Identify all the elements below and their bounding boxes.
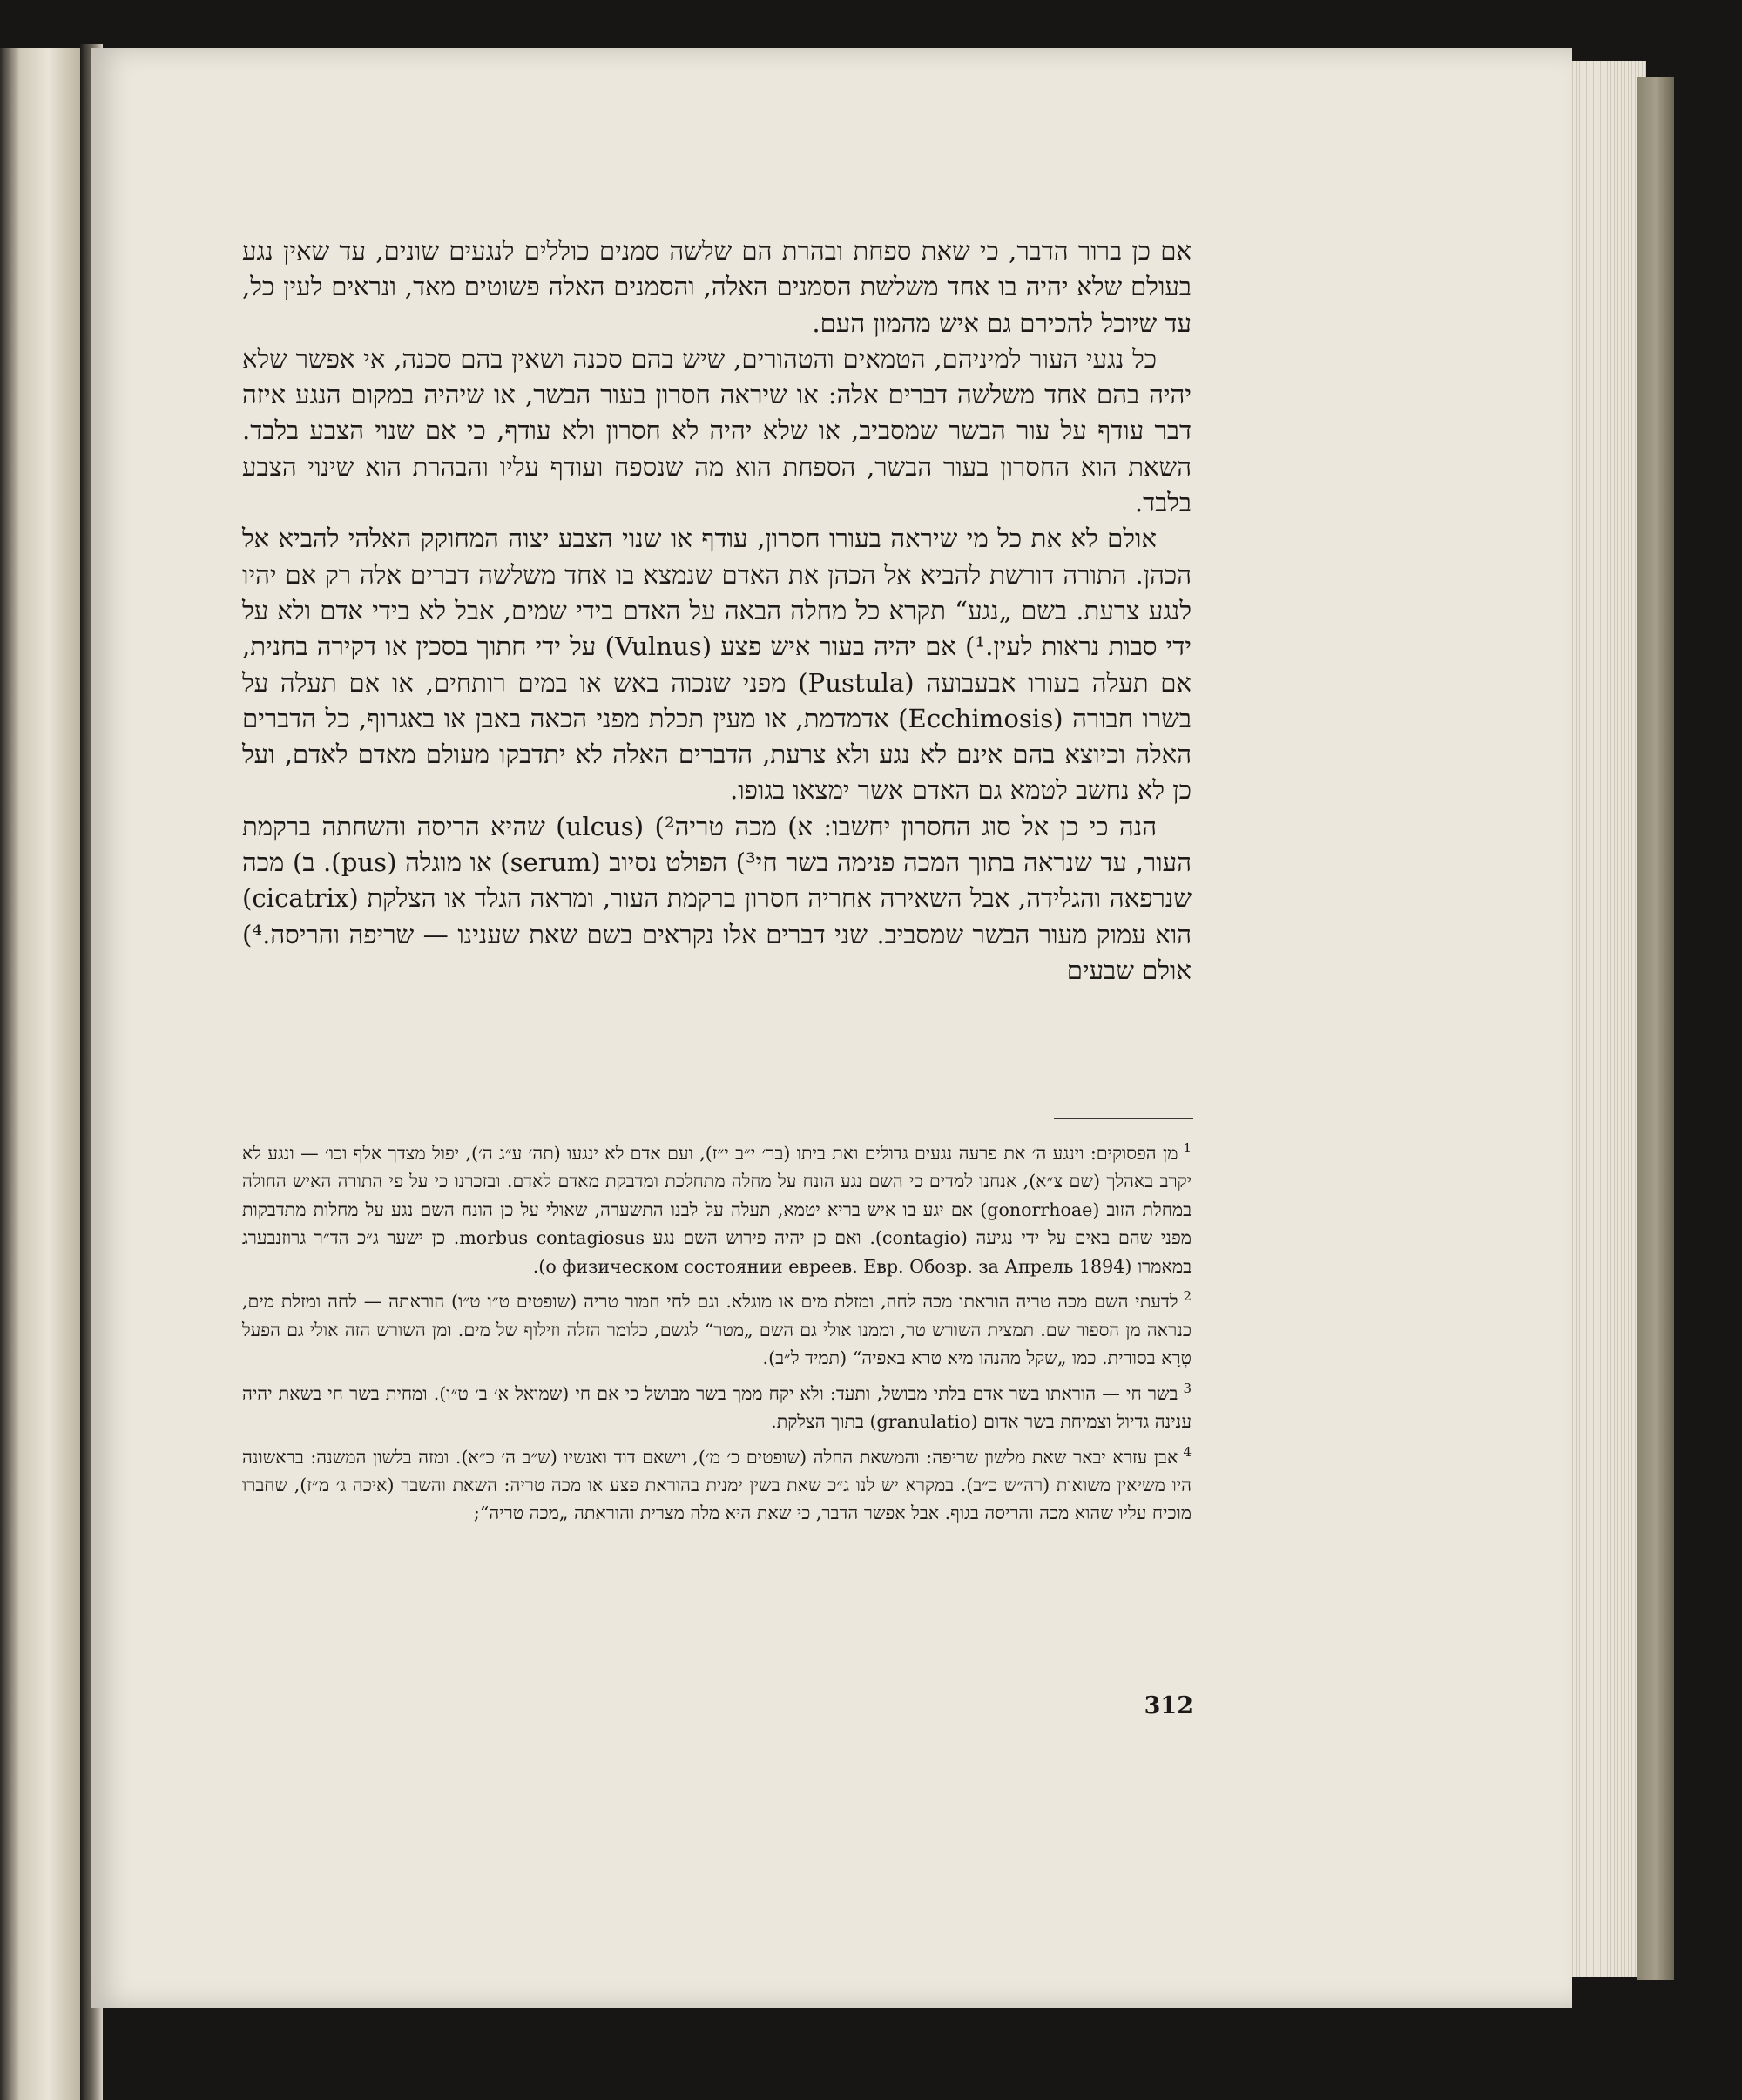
footnote [242, 1438, 1192, 1528]
body-paragraph: כל נגעי העור למיניהם, הטמאים והטהורים, שיש בהם סכנה ושאין בהם סכנה, אי אפשר שלא יהיה בהם אחד משלשה דברים אלה: או שיראה חסרון בעור הבשר, או שיהיה במקום הנגע איזה דבר עודף על עור הבשר שמסביב, או שלא יהיה לא חסרון ולא עודף, כי אם שנוי הצבע בלבד. השאת הוא החסרון בעור הבשר, הספחת הוא מה שנספח ועודף עליו והבהרת הוא שינוי הצבע בלבד. [242, 343, 1192, 518]
page-number: 312 [1144, 1692, 1193, 1719]
footnote-number: 3 [1183, 1380, 1192, 1396]
footnote [242, 1282, 1192, 1372]
body-paragraph: הנה כי כן אל סוג החסרון יחשבו: א) מכה טריה²) (ulcus) שהיא הריסה והשחתה ברקמת העור, עד שנראה בתוך המכה פנימה בשר חי³) הפולט נסיוב (serum) או מוגלה (pus). ב) מכה שנרפאה והגלידה, אבל השאירה אחריה חסרון ברקמת העור, ומראה הגלד או הצלקת (cicatrix) הוא עמוק מעור הבשר שמסביב. שני דברים אלו נקראים בשם שאת שענינו — שריפה והריסה.⁴) אולם שבעים [242, 811, 1192, 985]
footnote-number: 1 [1183, 1140, 1192, 1156]
footnote-number: 4 [1183, 1443, 1192, 1460]
book-cover-edge [1637, 77, 1674, 1980]
footnote-number: 2 [1183, 1288, 1192, 1305]
footnote [242, 1134, 1192, 1280]
left-page-edge [0, 48, 80, 2100]
footnote-text: בשר חי — הוראתו בשר אדם בלתי מבושל, ותעד: ולא יקח ממך בשר מבושל כי אם חי (שמואל א׳ ב׳ ט״ו). ומחית בשר חי בשאת יהיה ענינה גדיול וצמיחת בשר אדום (granulatio) בתוך הצלקת. [242, 1382, 1192, 1433]
footnote-text: מן הפסוקים: וינגע ה׳ את פרעה נגעים גדולים ואת ביתו (בר׳ י״ב י״ז), ועם אדם לא ינגעו (תה׳ ע״ג ה׳), יפול מצדך אלף וכו׳ — ונגע לא יקרב באהלך (שם צ״א), אנחנו למדים כי השם נגע הונח על מחלה מתחלכת ומדבקת מאדם לאדם. ובזכרנו כי על פי התורה האיש החולה במחלת הזוב (gonorrhoae) אם יגע בו איש בריא יטמא, תעלה על לבנו התשערה, שאולי על כן הונח השם נגע על מחלות מתדבקות מפני שהם באים על ידי נגיעה (contagio). ואם כן יהיה פירוש השם נגע morbus contagiosus. כן ישער ג״כ הד״ר גרוזנבערג במאמרו (о физическом состоянии евреев. Евр. Обозр. за Апрель 1894). [242, 1142, 1192, 1277]
footnotes [242, 1134, 1192, 1529]
footnote-text: אבן עזרא יבאר שאת מלשון שריפה: והמשאת החלה (שופטים כ׳ מ׳), וישאם דוד ואנשיו (ש״ב ה׳ כ״א). ומזה בלשון המשנה: בראשונה היו משיאין משואות (רה״ש כ״ב). במקרא יש לנו ג״כ שאת בשין ימנית בהוראת פצע או מכה טריה: השאת והשבר (איכה ג׳ מ״ז), שחברו מוכיח עליו שהוא מכה והריסה בגוף. אבל אפשר הדבר, כי שאת היא מלה מצרית והוראתה „מכה טריה“; [242, 1446, 1192, 1524]
body-paragraph: אם כן ברור הדבר, כי שאת ספחת ובהרת הם שלשה סמנים כוללים לנגעים שונים, עד שאין נגע בעולם שלא יהיה בו אחד משלשת הסמנים האלה, והסמנים האלה פשוטים מאד, ונראים לעין כל, עד שיוכל להכירם גם איש מהמון העם. [242, 236, 1192, 338]
footnote [242, 1374, 1192, 1436]
body-paragraph: אולם לא את כל מי שיראה בעורו חסרון, עודף או שנוי הצבע יצוה המחוקק האלהי להביא אל הכהן. התורה דורשת להביא אל הכהן את האדם שנמצא בו אחד משלשה דברים אלה רק אם יהיו לנגע צרעת. בשם „נגע“ תקרא כל מחלה הבאה על האדם בידי שמים, אבל לא בידי אדם ולא על ידי סבות נראות לעין.¹) אם יהיה בעור איש פצע (Vulnus) על ידי חתוך בסכין או דקירה בחנית, אם תעלה בעורו אבעבועה (Pustula) מפני שנכוה באש או במים רותחים, או אם תעלה על בשרו חבורה (Ecchimosis) אדמדמת, או מעין תכלת מפני הכאה באבן או באגרוף, כל הדברים האלה וכיוצא בהם אינם לא נגע ולא צרעת, הדברים האלה לא יתדבקו מעולם מאדם לאדם, ועל כן לא נחשב לטמא גם האדם אשר ימצאו בגופו. [242, 523, 1192, 806]
footnote-divider [1054, 1118, 1193, 1119]
main-text [242, 233, 1192, 989]
footnote-text: לדעתי השם מכה טריה הוראתו מכה לחה, ומזלת מים או מוגלא. וגם לחי חמור טריה (שופטים ט״ו ט״ו) הוראתה — לחה ומזלת מים, כנראה מן הספור שם. תמצית השורש טר, וממנו אולי גם השם „מטר“ לגשם, כלומר הזלה וזילוף של מים. ומן השורש הזה אולי גם הפעל טְרָא בסורית. כמו „שקל מהנהו מיא טרא באפיה“ (תמיד ל״ב). [242, 1291, 1192, 1369]
